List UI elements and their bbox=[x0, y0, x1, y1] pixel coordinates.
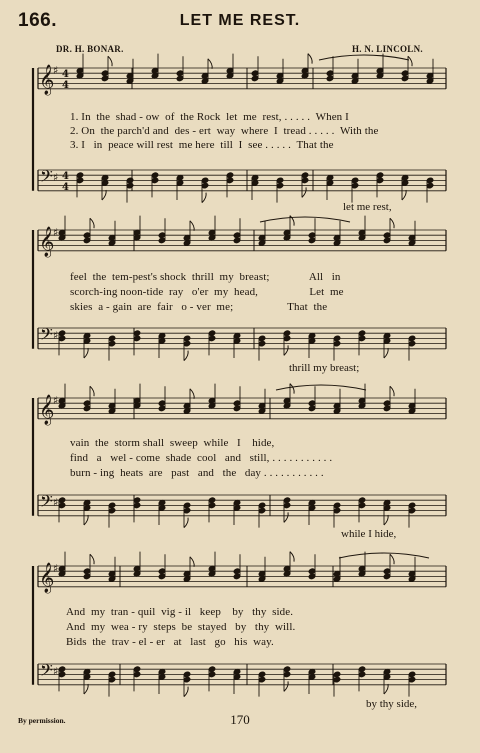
note-flag bbox=[390, 218, 394, 228]
hymn-number: 166. bbox=[18, 10, 57, 31]
note-flag bbox=[108, 56, 112, 66]
treble-clef-icon: 𝄞 bbox=[39, 65, 55, 95]
lyric-verse-2-line-3: find a wel - come shade cool and still, . . . . . . . . . . . bbox=[70, 452, 333, 464]
echo-text-1: let me rest, bbox=[343, 201, 392, 213]
note-flag bbox=[90, 218, 94, 228]
note-flag bbox=[190, 389, 194, 399]
bass-clef-icon: 𝄢 bbox=[40, 324, 53, 348]
treble-clef-icon: 𝄞 bbox=[39, 395, 55, 425]
key-signature-sharp-icon: ♯ bbox=[53, 329, 59, 342]
note-flag bbox=[90, 386, 94, 396]
lyric-verse-2-line-2: scorch-ing noon-tide ray o'er my head, Let me bbox=[70, 286, 344, 298]
lyric-verse-2-line-4: And my wea - ry steps be stayed by thy will. bbox=[66, 621, 296, 633]
lyric-verse-3-line-3: burn - ing heats are past and the day . . . . . . . . . . . bbox=[70, 467, 324, 479]
bass-clef-icon: 𝄢 bbox=[40, 491, 53, 515]
key-signature-sharp-icon: ♯ bbox=[53, 562, 59, 575]
time-signature-top: 4 bbox=[62, 171, 69, 182]
note-flag bbox=[390, 554, 394, 564]
note-flag bbox=[184, 518, 188, 528]
treble-clef-icon: 𝄞 bbox=[39, 563, 55, 593]
note-flag bbox=[202, 193, 206, 203]
lyricist-credit: DR. H. BONAR. bbox=[56, 44, 124, 54]
note-flag bbox=[290, 384, 294, 394]
page-number: 170 bbox=[230, 712, 250, 727]
lyric-verse-1-line-4: And my tran - quil vig - il keep by thy side. bbox=[66, 606, 294, 618]
note-flag bbox=[390, 386, 394, 396]
bass-clef-icon: 𝄢 bbox=[40, 166, 53, 190]
tie-slur bbox=[319, 55, 409, 60]
note-flag bbox=[384, 348, 388, 358]
echo-text-2: thrill my breast; bbox=[289, 362, 360, 374]
note-flag bbox=[84, 348, 88, 358]
permission-note: By permission. bbox=[18, 716, 66, 725]
note-flag bbox=[208, 59, 212, 69]
treble-clef-icon: 𝄞 bbox=[39, 227, 55, 257]
lyric-verse-1-line-1: 1. In the shad - ow of the Rock let me rest, . . . . . When I bbox=[70, 111, 349, 123]
note-flag bbox=[190, 221, 194, 231]
composer-credit: H. N. LINCOLN. bbox=[352, 44, 423, 54]
note-flag bbox=[402, 190, 406, 200]
note-flag bbox=[284, 681, 288, 691]
echo-text-4: by thy side, bbox=[366, 698, 418, 710]
lyric-verse-3-line-1: 3. I in peace will rest me here till I see . . . . . That the bbox=[70, 139, 334, 151]
note-flag bbox=[84, 684, 88, 694]
note-flag bbox=[184, 351, 188, 361]
key-signature-sharp-icon: ♯ bbox=[53, 394, 59, 407]
key-signature-sharp-icon: ♯ bbox=[53, 665, 59, 678]
time-signature-bottom: 4 bbox=[62, 182, 69, 193]
note-flag bbox=[184, 687, 188, 697]
note-flag bbox=[290, 552, 294, 562]
lyric-verse-1-line-3: vain the storm shall sweep while I hide, bbox=[70, 437, 275, 449]
key-signature-sharp-icon: ♯ bbox=[53, 496, 59, 509]
note-flag bbox=[284, 345, 288, 355]
tie-slur bbox=[260, 217, 350, 222]
tie-slur bbox=[339, 553, 429, 558]
note-flag bbox=[384, 684, 388, 694]
note-flag bbox=[384, 515, 388, 525]
note-flag bbox=[90, 554, 94, 564]
note-flag bbox=[84, 515, 88, 525]
key-signature-sharp-icon: ♯ bbox=[53, 171, 59, 184]
lyric-verse-2-line-1: 2. On the parch'd and des - ert way where I tread . . . . . With the bbox=[70, 125, 379, 137]
note-flag bbox=[302, 187, 306, 197]
lyric-verse-1-line-2: feel the tem-pest's shock thrill my breast; All in bbox=[70, 271, 341, 283]
note-flag bbox=[102, 190, 106, 200]
hymn-title: LET ME REST. bbox=[179, 12, 301, 29]
lyric-verse-3-line-2: skies a - gain are fair o - ver me; That the bbox=[70, 301, 328, 313]
echo-text-3: while I hide, bbox=[341, 528, 397, 540]
tie-slur bbox=[276, 385, 366, 390]
note-flag bbox=[408, 56, 412, 66]
lyric-verse-3-line-4: Bids the trav - el - er at last go his way. bbox=[66, 636, 274, 648]
note-flag bbox=[284, 512, 288, 522]
time-signature-top: 4 bbox=[62, 69, 69, 80]
key-signature-sharp-icon: ♯ bbox=[53, 226, 59, 239]
key-signature-sharp-icon: ♯ bbox=[53, 64, 59, 77]
note-flag bbox=[190, 557, 194, 567]
time-signature-bottom: 4 bbox=[62, 80, 69, 91]
bass-clef-icon: 𝄢 bbox=[40, 660, 53, 684]
note-flag bbox=[308, 54, 312, 64]
